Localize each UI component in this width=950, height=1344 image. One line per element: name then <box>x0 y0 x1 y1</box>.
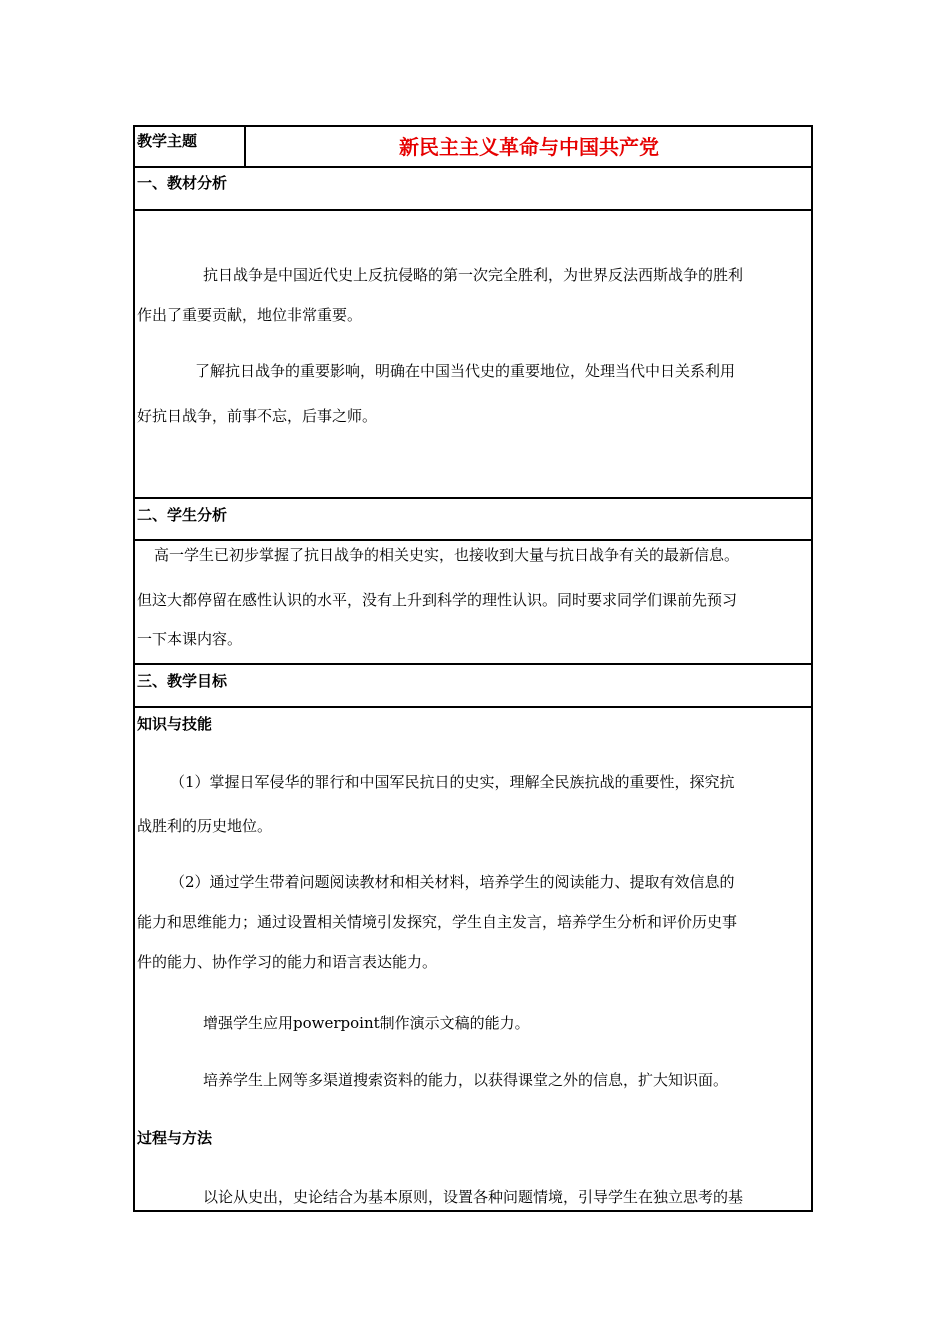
paragraph-line: 件的能力、协作学习的能力和语言表达能力。 <box>137 953 438 971</box>
knowledge-subheading: 知识与技能 <box>137 715 213 733</box>
topic-label: 教学主题 <box>137 132 198 150</box>
paragraph-line: 以论从史出，史论结合为基本原则，设置各种问题情境，引导学生在独立思考的基 <box>203 1188 744 1206</box>
paragraph-line: 高一学生已初步掌握了抗日战争的相关史实，也接收到大量与抗日战争有关的最新信息。 <box>154 546 740 564</box>
paragraph-line: 战胜利的历史地位。 <box>137 817 273 835</box>
page-title: 新民主主义革命与中国共产党 <box>399 135 659 159</box>
paragraph-line: 一下本课内容。 <box>137 630 243 648</box>
paragraph-line: 好抗日战争，前事不忘，后事之师。 <box>137 407 378 425</box>
process-subheading: 过程与方法 <box>137 1129 213 1147</box>
paragraph-line: 作出了重要贡献，地位非常重要。 <box>137 306 363 324</box>
row-divider <box>133 663 813 665</box>
row-divider <box>133 209 813 211</box>
objectives-heading: 三、教学目标 <box>137 672 228 690</box>
paragraph-line: 但这大都停留在感性认识的水平，没有上升到科学的理性认识。同时要求同学们课前先预习 <box>137 591 738 609</box>
paragraph-line: 能力和思维能力；通过设置相关情境引发探究，学生自主发言，培养学生分析和评价历史事 <box>137 913 738 931</box>
paragraph-line: （1）掌握日军侵华的罪行和中国军民抗日的史实，理解全民族抗战的重要性，探究抗 <box>170 773 735 791</box>
paragraph-line: （2）通过学生带着问题阅读教材和相关材料，培养学生的阅读能力、提取有效信息的 <box>170 873 735 891</box>
paragraph-line: 了解抗日战争的重要影响，明确在中国当代史的重要地位，处理当代中日关系利用 <box>195 362 736 380</box>
students-heading: 二、学生分析 <box>137 506 228 524</box>
row-divider <box>133 166 813 168</box>
row-divider <box>133 497 813 499</box>
paragraph-line: 培养学生上网等多渠道搜索资料的能力，以获得课堂之外的信息，扩大知识面。 <box>203 1071 729 1089</box>
materials-heading: 一、教材分析 <box>137 174 228 192</box>
row-divider <box>133 706 813 708</box>
paragraph-line: 抗日战争是中国近代史上反抗侵略的第一次完全胜利，为世界反法西斯战争的胜利 <box>203 266 744 284</box>
table-frame <box>133 125 813 1212</box>
paragraph-line: 增强学生应用powerpoint制作演示文稿的能力。 <box>203 1014 530 1032</box>
row-divider <box>133 539 813 541</box>
